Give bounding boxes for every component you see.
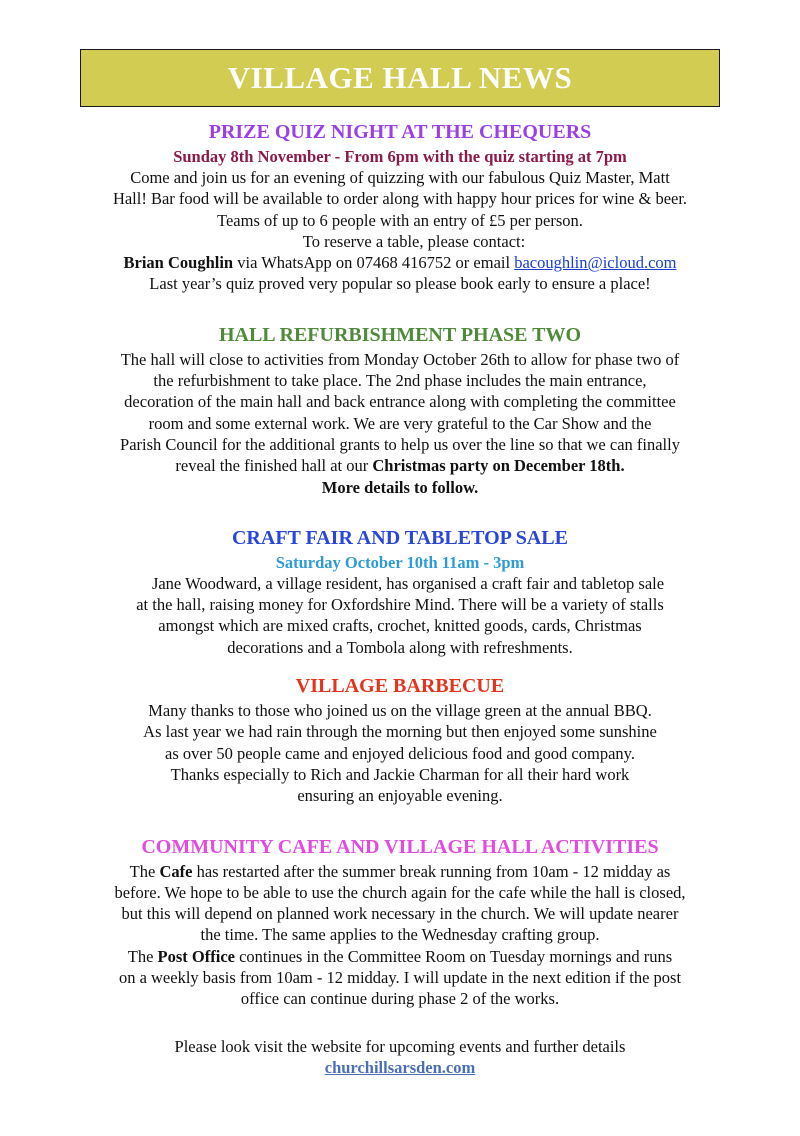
contact-name: Brian Coughlin xyxy=(123,253,234,273)
cafe-line-1 xyxy=(60,861,740,882)
cafe-line-1-post: has restarted after the summer break running from 10am - 12 midday as xyxy=(192,861,671,881)
quiz-section xyxy=(60,118,740,295)
email-link[interactable]: bacoughlin@icloud.com xyxy=(514,253,677,273)
refurb-line-3: decoration of the main hall and back entrance along with completing the committee xyxy=(124,392,676,412)
footer-text: Please look visit the website for upcoming events and further details xyxy=(174,1036,626,1056)
cafe-line-5 xyxy=(60,946,740,967)
craft-fair-heading: CRAFT FAIR AND TABLETOP SALE xyxy=(231,526,568,549)
barbecue-section xyxy=(60,672,740,806)
craft-line-1: Jane Woodward, a village resident, has organised a craft fair and tabletop sale xyxy=(151,573,665,593)
quiz-line-6: Last year’s quiz proved very popular so please book early to ensure a place! xyxy=(149,274,651,294)
footer-link-line xyxy=(60,1057,740,1078)
craft-fair-date: Saturday October 10th 11am - 3pm xyxy=(275,552,525,572)
cafe-line-3: but this will depend on planned work necessary in the church. We will update nearer xyxy=(121,904,679,924)
footer-section xyxy=(60,1036,740,1079)
title-banner xyxy=(80,49,720,107)
refurb-line-6-text: reveal the finished hall at our xyxy=(175,456,373,476)
cafe-section xyxy=(60,833,740,1010)
bbq-line-1: Many thanks to those who joined us on the village green at the annual BBQ. xyxy=(148,701,652,721)
cafe-label: Cafe xyxy=(159,861,193,881)
page-title: VILLAGE HALL NEWS xyxy=(227,60,573,95)
cafe-line-6: on a weekly basis from 10am - 12 midday. I will update in the next edition if the post xyxy=(118,968,682,988)
cafe-line-7: office can continue during phase 2 of the works. xyxy=(240,989,560,1009)
bbq-line-4: Thanks especially to Rich and Jackie Charman for all their hard work xyxy=(170,764,630,784)
newsletter-body xyxy=(60,118,740,1078)
quiz-contact-line xyxy=(60,252,740,273)
refurb-line-2: the refurbishment to take place. The 2nd phase includes the main entrance, xyxy=(153,371,647,391)
quiz-subheading: Sunday 8th November - From 6pm with the quiz starting at 7pm xyxy=(173,147,627,166)
refurb-line-7 xyxy=(60,477,740,498)
quiz-line-2: Hall! Bar food will be available to order along with happy hour prices for wine & beer. xyxy=(112,189,688,209)
christmas-party-date: Christmas party on December 18th. xyxy=(372,456,625,476)
quiz-heading: PRIZE QUIZ NIGHT AT THE CHEQUERS xyxy=(208,121,592,143)
craft-fair-section xyxy=(60,524,740,658)
quiz-line-4: To reserve a table, please contact: xyxy=(302,231,526,251)
contact-text: via WhatsApp on 07468 416752 or email xyxy=(233,253,515,273)
refurb-line-5: Parish Council for the additional grants to help us over the line so that we can finally xyxy=(120,434,680,454)
barbecue-heading: VILLAGE BARBECUE xyxy=(295,675,505,698)
post-office-label: Post Office xyxy=(157,946,235,966)
refurbishment-heading: HALL REFURBISHMENT PHASE TWO xyxy=(218,323,582,346)
cafe-line-5-pre: The xyxy=(127,946,158,966)
bbq-line-2: As last year we had rain through the morning but then enjoyed some sunshine xyxy=(143,722,657,742)
cafe-line-2: before. We hope to be able to use the church again for the cafe while the hall is closed, xyxy=(114,882,686,902)
craft-line-3: amongst which are mixed crafts, crochet, knitted goods, cards, Christmas xyxy=(158,616,642,636)
cafe-heading: COMMUNITY CAFE AND VILLAGE HALL ACTIVITIES xyxy=(141,835,659,858)
craft-line-2: at the hall, raising money for Oxfordshire Mind. There will be a variety of stalls xyxy=(136,595,664,615)
more-details-text: More details to follow. xyxy=(321,477,479,497)
cafe-line-1-pre: The xyxy=(129,861,160,881)
refurb-line-6 xyxy=(60,455,740,476)
cafe-line-5-post: continues in the Committee Room on Tuesday mornings and runs xyxy=(234,946,673,966)
website-link[interactable]: churchillsarsden.com xyxy=(324,1057,476,1077)
refurbishment-section xyxy=(60,321,740,498)
bbq-line-5: ensuring an enjoyable evening. xyxy=(297,786,503,806)
refurb-line-1: The hall will close to activities from Monday October 26th to allow for phase two of xyxy=(120,349,680,369)
quiz-line-3: Teams of up to 6 people with an entry of £5 per person. xyxy=(217,210,583,230)
bbq-line-3: as over 50 people came and enjoyed delicious food and good company. xyxy=(165,743,635,763)
refurb-line-4: room and some external work. We are very grateful to the Car Show and the xyxy=(148,413,652,433)
quiz-line-1: Come and join us for an evening of quizzing with our fabulous Quiz Master, Matt xyxy=(130,168,670,187)
craft-line-4: decorations and a Tombola along with refreshments. xyxy=(227,637,573,657)
cafe-line-4: the time. The same applies to the Wednesday crafting group. xyxy=(200,925,600,945)
